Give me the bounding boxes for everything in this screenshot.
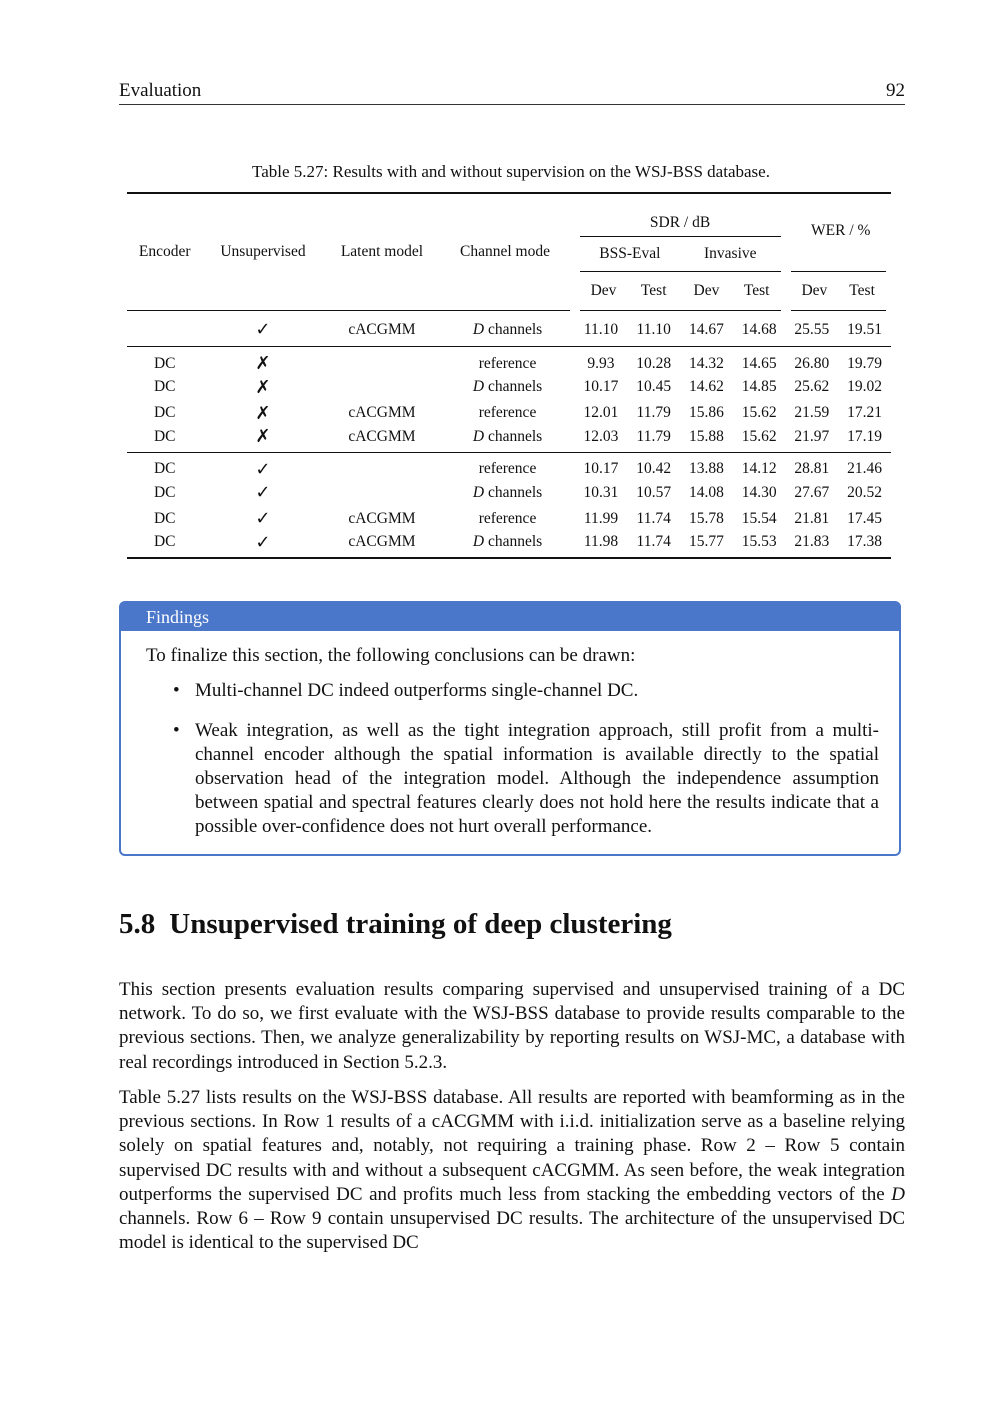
table-row [127, 426, 891, 452]
cell-value: 17.45 [847, 509, 883, 527]
cell-encoder: DC [153, 483, 176, 501]
table-row [127, 400, 891, 426]
cell-channel-mode-text: channels [484, 483, 543, 501]
cell-channel-mode-text: channels [484, 320, 543, 338]
cell-channel-mode-text: channels [484, 378, 543, 395]
cell-unsupervised: ✗ [255, 402, 271, 424]
cell-value: 14.62 [688, 378, 724, 395]
table-row [127, 480, 891, 506]
section-number: 5.8 [119, 908, 156, 940]
cell-unsupervised: ✗ [255, 376, 271, 398]
section-title: Unsupervised training of deep clustering [169, 908, 672, 940]
cell-channel-mode [440, 400, 574, 426]
header-wer [786, 193, 892, 272]
cell-value: 10.45 [636, 378, 672, 395]
paragraph-results-italic: D [891, 1183, 905, 1205]
cell-channel-mode [440, 347, 574, 375]
cell-latent-model: cACGMM [348, 404, 416, 421]
table-group-unsupervised [127, 452, 891, 558]
table-group-supervised [127, 347, 891, 453]
cell-value: 15.54 [741, 509, 777, 527]
cell-value: 28.81 [794, 460, 830, 477]
cell-encoder: DC [153, 509, 176, 527]
cell-unsupervised: ✓ [255, 458, 271, 480]
cell-value: 15.53 [741, 533, 777, 550]
cell-value: 19.79 [847, 354, 883, 372]
cell-channel-mode [440, 426, 574, 452]
cell-encoder: DC [153, 378, 176, 395]
paragraph-results-part2: channels. Row 6 – Row 9 contain unsupervised DC results. The architecture of the unsupervised DC model is identical to the supervised DC [119, 1208, 905, 1254]
cell-channel-mode [440, 532, 574, 558]
cell-value: 25.55 [794, 320, 830, 338]
cell-unsupervised: ✓ [255, 482, 271, 503]
cell-value: 15.78 [688, 509, 724, 527]
table-row [127, 532, 891, 558]
cell-encoder: DC [153, 354, 176, 372]
cell-unsupervised: ✓ [255, 319, 271, 340]
cell-value: 17.21 [847, 404, 883, 421]
cell-value: 10.42 [636, 460, 672, 477]
cell-value: 17.38 [847, 533, 883, 550]
findings-title: Findings [121, 603, 899, 631]
cell-value: 15.86 [688, 404, 724, 421]
cell-value: 15.88 [688, 427, 724, 445]
cell-value: 12.01 [583, 404, 619, 421]
cell-channel-mode [440, 452, 574, 480]
cell-channel-mode-text: reference [478, 460, 537, 477]
cell-value: 10.57 [636, 483, 672, 501]
cell-value: 17.19 [847, 427, 883, 445]
section-heading [119, 908, 672, 941]
header-wer-dev: Dev [786, 272, 839, 311]
cell-value: 20.52 [847, 483, 883, 501]
cell-channel-mode-text: reference [478, 509, 537, 527]
header-latent-model: Latent model [340, 243, 424, 260]
findings-item-text: Weak integration, as well as the tight integration approach, still profit from a multi-channel encoder although the spatial information is available directly to the spatial observation head of the integration model. Although the independence assumption between spatial and spectral features clearly does not hold here the results indicate that a possible over-confidence does not hurt overall performance. [195, 720, 879, 837]
cell-channel-mode [440, 374, 574, 400]
cell-value: 21.81 [794, 509, 830, 527]
cell-value: 11.74 [636, 509, 671, 527]
cell-channel-mode-text: reference [478, 354, 537, 372]
cell-latent-model: cACGMM [348, 427, 416, 445]
cell-value: 11.99 [583, 509, 619, 527]
cell-value: 12.03 [583, 427, 619, 445]
table-row [127, 374, 891, 400]
findings-item [169, 719, 879, 839]
cell-value: 10.31 [583, 483, 619, 501]
running-head [119, 80, 905, 105]
cell-channel-mode-text: channels [484, 533, 543, 550]
header-wer-label: WER / % [811, 221, 871, 239]
cell-value: 10.28 [636, 354, 672, 372]
cell-channel-mode-var: D [472, 320, 485, 338]
cell-value: 13.88 [688, 460, 724, 477]
cell-value: 14.68 [741, 320, 777, 338]
cell-value: 10.17 [583, 378, 619, 395]
cell-channel-mode-text: reference [478, 404, 537, 421]
table-row [127, 347, 891, 375]
findings-box [119, 601, 901, 856]
findings-list [169, 679, 879, 839]
cell-latent-model [323, 374, 440, 400]
header-unsupervised: Unsupervised [220, 243, 306, 260]
cell-value: 14.32 [688, 354, 724, 372]
table-group-baseline [127, 311, 891, 347]
cell-latent-model: cACGMM [348, 320, 416, 338]
page-number: 92 [886, 80, 905, 101]
cell-unsupervised: ✓ [255, 531, 271, 553]
cell-channel-mode [440, 311, 574, 347]
cell-unsupervised: ✓ [255, 508, 271, 529]
cell-channel-mode-var: D [472, 533, 485, 550]
cell-value: 14.65 [741, 354, 777, 372]
table-caption: Table 5.27: Results with and without supervision on the WSJ-BSS database. [252, 162, 770, 181]
cell-channel-mode [440, 506, 574, 532]
cell-value: 15.62 [741, 404, 777, 421]
header-bss-dev: Dev [575, 272, 628, 311]
cell-encoder [127, 311, 202, 347]
header-invasive: Invasive [680, 237, 785, 272]
cell-value: 14.30 [741, 483, 777, 501]
cell-latent-model [323, 480, 440, 506]
cell-value: 11.10 [583, 320, 619, 338]
header-channel-mode: Channel mode [460, 243, 550, 260]
cell-value: 14.12 [741, 460, 777, 477]
header-wer-test: Test [838, 272, 891, 311]
cell-encoder: DC [153, 460, 176, 477]
cell-channel-mode-text: channels [484, 427, 543, 445]
cell-value: 14.85 [741, 378, 777, 395]
cell-value: 19.02 [847, 378, 883, 395]
cell-value: 11.10 [636, 320, 671, 338]
cell-channel-mode [440, 480, 574, 506]
cell-value: 11.98 [583, 533, 619, 550]
cell-channel-mode-var: D [472, 427, 485, 445]
table-row [127, 311, 891, 347]
paragraph-results-part1: Table 5.27 lists results on the WSJ-BSS database. All results are reported with beamforming as in the previous sections. In Row 1 results of a cACGMM with i.i.d. initialization serve as a baseline relying solely on spatial features and, notably, not requiring a training phase. Row 2 – Row 5 contain supervised DC results with and without a subsequent cACGMM. As seen before, the weak integration outperforms the supervised DC and profits much less from stacking the embedding vectors of the [119, 1087, 905, 1205]
cell-value: 15.62 [741, 427, 777, 445]
cell-value: 9.93 [587, 354, 615, 372]
cell-value: 27.67 [794, 483, 830, 501]
running-head-title: Evaluation [119, 80, 202, 101]
header-bss-test: Test [627, 272, 680, 311]
cell-latent-model [323, 452, 440, 480]
cell-value: 11.79 [636, 427, 671, 445]
cell-value: 26.80 [794, 354, 830, 372]
cell-latent-model: cACGMM [348, 509, 416, 527]
cell-latent-model: cACGMM [348, 533, 416, 550]
cell-value: 10.17 [583, 460, 619, 477]
table-row [127, 452, 891, 480]
cell-channel-mode-var: D [472, 378, 485, 395]
paragraph-results-text [119, 1086, 905, 1255]
cell-value: 19.51 [847, 320, 883, 338]
cell-value: 21.46 [847, 460, 883, 477]
header-inv-test: Test [733, 272, 786, 311]
cell-encoder: DC [153, 427, 176, 445]
header-sdr-label: SDR / dB [649, 214, 711, 231]
cell-value: 21.83 [794, 533, 830, 550]
paragraph-results [119, 1086, 905, 1255]
paragraph-intro-text: This section presents evaluation results comparing supervised and unsupervised training of a DC network. To do so, we first evaluate with the WSJ-BSS database to provide results comparable to the previous sections. Then, we analyze generalizability by reporting results on WSJ-MC, a database with real recordings introduced in Section 5.2.3. [119, 979, 905, 1073]
bullet-icon: • [173, 720, 180, 741]
findings-intro: To finalize this section, the following conclusions can be drawn: [146, 645, 636, 666]
header-encoder: Encoder [138, 243, 191, 260]
cell-value: 11.79 [636, 404, 671, 421]
cell-latent-model [323, 347, 440, 375]
cell-value: 21.59 [794, 404, 830, 421]
cell-channel-mode-var: D [472, 483, 485, 501]
bullet-icon: • [173, 680, 180, 701]
cell-value: 21.97 [794, 427, 830, 445]
cell-value: 14.08 [688, 483, 724, 501]
cell-unsupervised: ✗ [255, 426, 271, 448]
cell-encoder: DC [153, 533, 176, 550]
paragraph-intro [119, 978, 905, 1075]
cell-value: 25.62 [794, 378, 830, 395]
header-inv-dev: Dev [680, 272, 733, 311]
header-bss-eval: BSS-Eval [575, 237, 680, 272]
cell-value: 15.77 [688, 533, 724, 550]
header-sdr [575, 193, 786, 237]
findings-item-text: Multi-channel DC indeed outperforms single-channel DC. [195, 680, 639, 701]
results-table [127, 192, 896, 559]
findings-item [169, 679, 879, 703]
cell-unsupervised: ✗ [255, 353, 271, 374]
table-row [127, 506, 891, 532]
cell-value: 11.74 [636, 533, 671, 550]
cell-encoder: DC [153, 404, 176, 421]
cell-value: 14.67 [688, 320, 724, 338]
